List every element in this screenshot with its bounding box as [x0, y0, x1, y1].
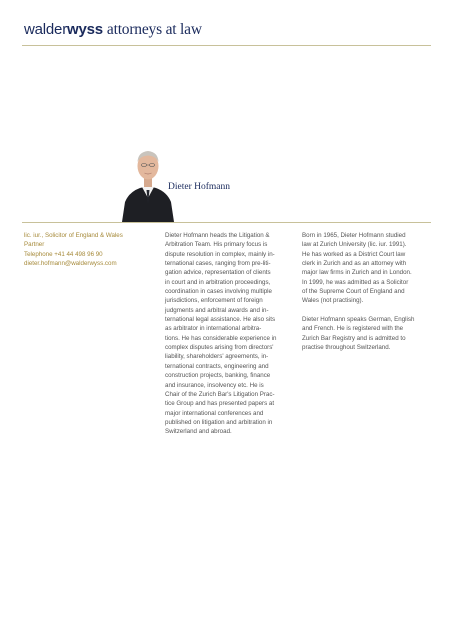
contact-email[interactable]: dieter.hofmann@walderwyss.com: [24, 260, 117, 268]
bio-line: ternational contracts, engineering and: [165, 362, 269, 370]
header-divider: [22, 45, 431, 46]
logo-tagline: attorneys at law: [106, 21, 202, 38]
bio-line: of the Supreme Court of England and: [302, 288, 405, 296]
bio-line: In 1999, he was admitted as a Solicitor: [302, 278, 409, 286]
bio-line: construction projects, banking, finance: [165, 372, 271, 380]
bio-line: coordination in cases involving multiple: [165, 288, 272, 296]
bio-line: liability, shareholders' agreements, in-: [165, 353, 269, 361]
bio-line: practise throughout Switzerland.: [302, 344, 391, 352]
person-name: Dieter Hofmann: [168, 182, 230, 192]
bio-column-1: [165, 231, 277, 437]
bio-line: Arbitration Team. His primary focus is: [165, 241, 268, 249]
bio-line: Born in 1965, Dieter Hofmann studied: [302, 232, 406, 239]
contact-telephone: Telephone +41 44 498 96 90: [24, 250, 103, 258]
bio-line: dispute resolution in complex, mainly in-: [165, 250, 275, 258]
bio-line: ternational cases, ranging from pre-liti-: [165, 260, 271, 268]
bio-line: as arbitrator in international arbitra-: [165, 325, 262, 333]
bio-line: jurisdictions, enforcement of foreign: [165, 297, 263, 305]
contact-role: Partner: [24, 241, 45, 249]
logo-brand-bold: wyss: [67, 21, 103, 38]
bio-line: judgments and arbitral awards and in-: [165, 306, 269, 314]
bio-line: ternational legal assistance. He also sits: [165, 316, 276, 324]
bio-line: clerk in Zurich and as an attorney with: [302, 260, 407, 268]
bio-line: published on litigation and arbitration in: [165, 418, 273, 426]
bio-line: and French. He is registered with the: [302, 325, 404, 333]
bio-line: tice Group and has presented papers at: [165, 400, 275, 408]
bio-line: in court and in arbitration proceedings,: [165, 278, 271, 286]
logo-brand-light: walder: [24, 21, 67, 38]
bio-paragraph-languages: [302, 315, 430, 352]
bio-line: major international conferences and: [165, 409, 264, 417]
bio-line: tions. He has considerable experience in: [165, 334, 277, 342]
contact-block: [24, 231, 149, 268]
bio-line: Dieter Hofmann speaks German, English: [302, 316, 415, 324]
bio-line: Zurich Bar Registry and is admitted to: [302, 334, 406, 342]
bio-line: and insurance, insolvency etc. He is: [165, 381, 264, 389]
bio-line: Switzerland and abroad.: [165, 428, 232, 436]
section-divider: [22, 222, 431, 223]
bio-line: Wales (not practising).: [302, 297, 364, 305]
contact-title: lic. iur., Solicitor of England & Wales: [24, 232, 123, 239]
bio-line: Chair of the Zurich Bar's Litigation Prac-: [165, 390, 275, 398]
bio-line: gation advice, representation of clients: [165, 269, 271, 277]
firm-logo: [24, 21, 202, 39]
bio-line: major law firms in Zurich and in London.: [302, 269, 412, 277]
bio-line: law at Zurich University (lic. iur. 1991).: [302, 241, 407, 249]
bio-paragraph-background: [302, 231, 430, 306]
bio-line: complex disputes arising from directors': [165, 344, 274, 352]
bio-column-2: [302, 231, 430, 362]
portrait-photo: [120, 140, 176, 222]
bio-line: Dieter Hofmann heads the Litigation &: [165, 232, 270, 239]
bio-line: He has worked as a District Court law: [302, 250, 406, 258]
